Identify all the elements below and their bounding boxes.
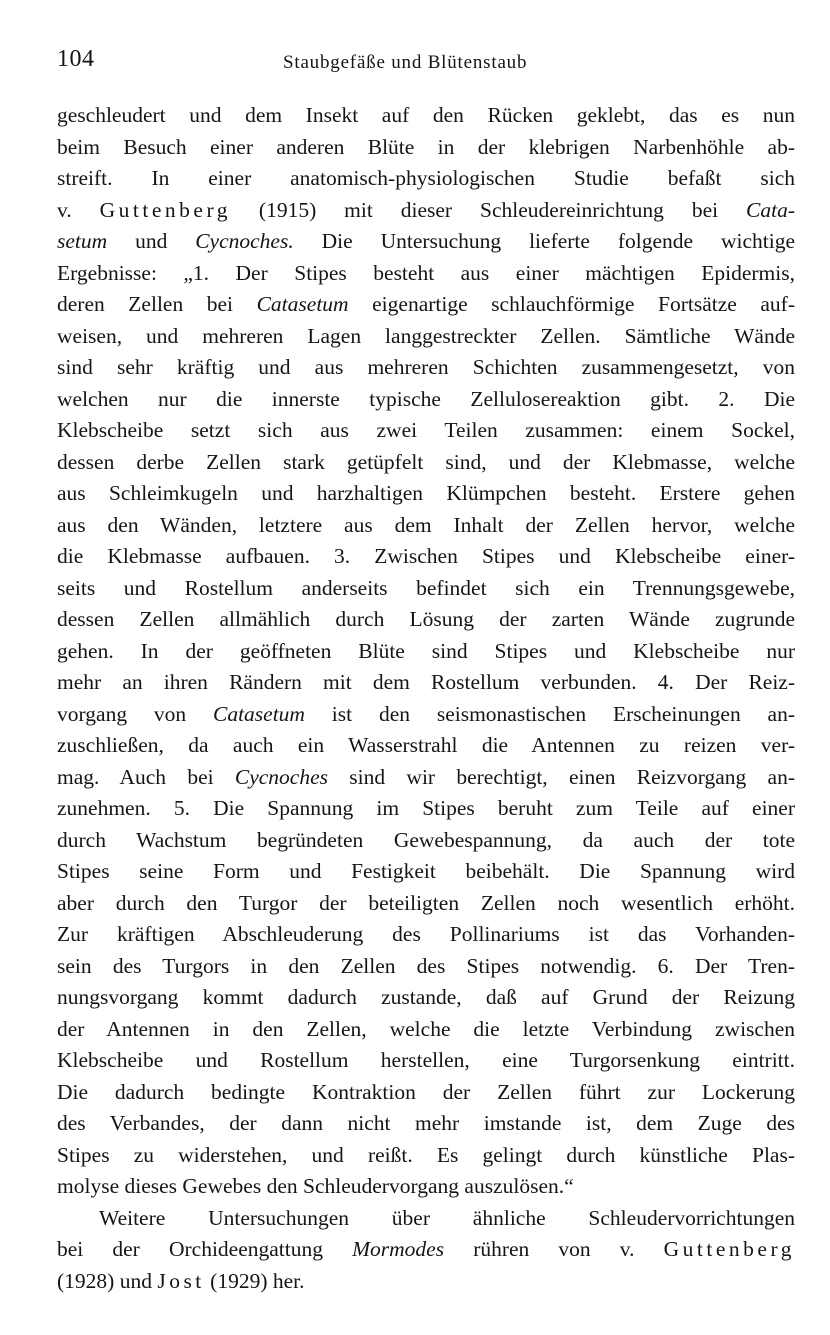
text-segment: welchen nur die innerste typische Zellulosereaktion gibt. 2. Die	[57, 386, 795, 411]
text-line	[57, 384, 795, 416]
text-line	[57, 510, 795, 542]
text-segment: Ergebnisse: „1. Der Stipes besteht aus einer mächtigen Epidermis,	[57, 260, 795, 285]
text-line	[57, 951, 795, 983]
text-line	[57, 1045, 795, 1077]
text-line	[57, 699, 795, 731]
text-segment: sein des Turgors in den Zellen des Stipes notwendig. 6. Der Tren-	[57, 953, 795, 978]
text-line	[57, 636, 795, 668]
text-segment: (1928) und	[57, 1268, 158, 1293]
text-line	[57, 762, 795, 794]
text-segment: Die dadurch bedingte Kontraktion der Zellen führt zur Lockerung	[57, 1079, 795, 1104]
text-segment: Die Untersuchung lieferte folgende wichtige	[293, 229, 795, 253]
text-line	[57, 793, 795, 825]
text-line	[57, 478, 795, 510]
text-line	[57, 163, 795, 195]
text-line	[57, 856, 795, 888]
text-segment: aus Schleimkugeln und harzhaltigen Klümpchen besteht. Erstere gehen	[57, 481, 795, 505]
text-segment: geschleudert und dem Insekt auf den Rücken geklebt, das es nun	[57, 103, 795, 127]
text-segment: aber durch den Turgor der beteiligten Zellen noch wesentlich erhöht.	[57, 890, 795, 915]
text-line	[57, 415, 795, 447]
text-segment: seits und Rostellum anderseits befindet sich ein Trennungsgewebe,	[57, 575, 795, 600]
text-segment: dessen derbe Zellen stark getüpfelt sind, und der Klebmasse, welche	[57, 449, 795, 474]
text-line	[57, 604, 795, 636]
italic-taxon: Mormodes	[352, 1237, 445, 1261]
italic-taxon: Catasetum	[212, 701, 305, 726]
text-line	[57, 1203, 795, 1235]
italic-taxon: Cycnoches.	[195, 229, 294, 253]
text-segment: mag. Auch bei	[57, 764, 235, 789]
text-segment: mehr an ihren Rändern mit dem Rostellum verbunden. 4. Der Reiz-	[57, 670, 795, 694]
text-line	[57, 352, 795, 384]
text-segment: beim Besuch einer anderen Blüte in der klebrigen Narbenhöhle ab-	[57, 134, 795, 159]
text-segment: rühren von v.	[444, 1237, 664, 1261]
text-segment: nungsvorgang kommt dadurch zustande, daß auf Grund der Reizung	[57, 985, 795, 1009]
text-line	[57, 667, 795, 699]
text-segment: eigenartige schlauchförmige Fortsätze auf-	[348, 292, 795, 316]
text-segment: vorgang von	[57, 701, 213, 726]
text-line	[57, 1014, 795, 1046]
text-segment: v.	[57, 197, 100, 222]
text-line	[57, 1234, 795, 1266]
spaced-author-name: Guttenberg	[99, 197, 231, 222]
text-segment: der Antennen in den Zellen, welche die letzte Verbindung zwischen	[57, 1016, 795, 1041]
text-segment: weisen, und mehreren Lagen langgestreckter Zellen. Sämtliche Wände	[57, 323, 795, 348]
text-segment: Stipes zu widerstehen, und reißt. Es gelingt durch künstliche Plas-	[57, 1142, 795, 1167]
text-line	[57, 258, 795, 290]
text-line	[57, 447, 795, 479]
text-segment: bei der Orchideengattung	[57, 1237, 353, 1261]
text-line	[57, 289, 795, 321]
text-line	[57, 195, 795, 227]
text-segment: (1915) mit dieser Schleudereinrichtung bei	[231, 197, 747, 222]
page-number: 104	[57, 46, 95, 72]
text-segment: (1929) her.	[204, 1268, 305, 1293]
italic-taxon: Cata-	[746, 197, 795, 222]
spaced-author-name: Guttenberg	[663, 1237, 795, 1261]
italic-taxon: Catasetum	[256, 292, 349, 316]
text-line	[57, 1108, 795, 1140]
text-segment: sind wir berechtigt, einen Reizvorgang an-	[328, 764, 795, 789]
text-line	[57, 1266, 795, 1298]
text-segment: Klebscheibe setzt sich aus zwei Teilen zusammen: einem Sockel,	[57, 418, 795, 442]
text-segment: Weitere Untersuchungen über ähnliche Schleudervorrichtungen	[99, 1205, 795, 1230]
spaced-author-name: Jost	[157, 1268, 205, 1293]
text-line	[57, 888, 795, 920]
text-segment: des Verbandes, der dann nicht mehr imstande ist, dem Zuge des	[57, 1111, 795, 1135]
text-segment: aus den Wänden, letztere aus dem Inhalt der Zellen hervor, welche	[57, 512, 795, 537]
text-line	[57, 321, 795, 353]
italic-taxon: setum	[57, 229, 108, 253]
text-segment: streift. In einer anatomisch-physiologischen Studie befaßt sich	[57, 166, 795, 190]
text-line	[57, 226, 795, 258]
text-line	[57, 1077, 795, 1109]
text-segment: zunehmen. 5. Die Spannung im Stipes beruht zum Teile auf einer	[57, 796, 795, 820]
page-header	[57, 46, 795, 82]
text-segment: sind sehr kräftig und aus mehreren Schichten zusammengesetzt, von	[57, 355, 795, 379]
body-text	[57, 100, 795, 1297]
text-line	[57, 541, 795, 573]
text-line	[57, 573, 795, 605]
text-segment: durch Wachstum begründeten Gewebespannung, da auch der tote	[57, 827, 795, 852]
text-segment: und	[107, 229, 196, 253]
text-line	[57, 919, 795, 951]
text-line	[57, 132, 795, 164]
text-segment: dessen Zellen allmählich durch Lösung der zarten Wände zugrunde	[57, 607, 795, 631]
text-segment: Zur kräftigen Abschleuderung des Pollinariums ist das Vorhanden-	[57, 922, 795, 946]
text-segment: molyse dieses Gewebes den Schleudervorgang auszulösen.“	[57, 1174, 574, 1198]
text-segment: die Klebmasse aufbauen. 3. Zwischen Stipes und Klebscheibe einer-	[57, 544, 795, 568]
text-line	[57, 825, 795, 857]
text-line	[57, 982, 795, 1014]
text-line	[57, 1171, 795, 1203]
text-segment: Klebscheibe und Rostellum herstellen, eine Turgorsenkung eintritt.	[57, 1048, 795, 1072]
text-segment: deren Zellen bei	[57, 292, 257, 316]
italic-taxon: Cycnoches	[234, 764, 329, 789]
text-segment: Stipes seine Form und Festigkeit beibehält. Die Spannung wird	[57, 859, 795, 883]
text-segment: zuschließen, da auch ein Wasserstrahl die Antennen zu reizen ver-	[57, 733, 795, 757]
text-line	[57, 730, 795, 762]
text-line	[57, 100, 795, 132]
text-line	[57, 1140, 795, 1172]
text-segment: ist den seismonastischen Erscheinungen an-	[304, 701, 795, 726]
text-segment: gehen. In der geöffneten Blüte sind Stipes und Klebscheibe nur	[57, 638, 795, 663]
running-head: Staubgefäße und Blütenstaub	[283, 52, 528, 73]
